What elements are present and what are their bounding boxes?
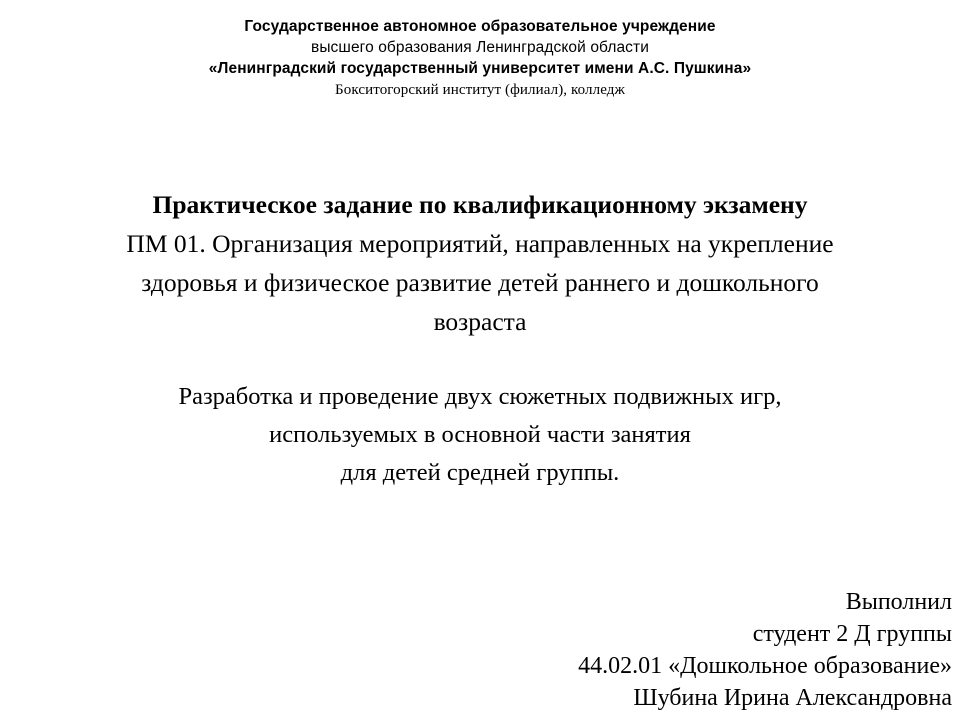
institution-line-1: Государственное автономное образовательное учреждение	[244, 18, 716, 35]
institution-line-4: Бокситогорский институт (филиал), колледж	[335, 82, 625, 98]
author-info	[332, 586, 952, 714]
task-description	[30, 378, 930, 492]
task-line-1: Разработка и проведение двух сюжетных подвижных игр,	[178, 383, 782, 410]
title-line-3: здоровья и физическое развитие детей раннего и дошкольного	[141, 268, 819, 297]
author-line-3: 44.02.01 «Дошкольное образование»	[578, 653, 952, 679]
page-title	[30, 186, 930, 341]
institution-line-2: высшего образования Ленинградской области	[310, 39, 649, 56]
author-line-2: студент 2 Д группы	[752, 621, 952, 647]
institution-line-3: «Ленинградский государственный университет имени А.С. Пушкина»	[208, 60, 752, 77]
title-line-2: ПМ 01. Организация мероприятий, направленных на укрепление	[126, 229, 834, 258]
task-line-3: для детей средней группы.	[340, 459, 620, 486]
author-line-1: Выполнил	[845, 589, 952, 615]
author-line-4: Шубина Ирина Александровна	[633, 685, 952, 711]
title-line-4: возраста	[433, 307, 527, 336]
task-line-2: используемых в основной части занятия	[269, 421, 691, 448]
title-line-1: Практическое задание по квалификационному экзамену	[152, 190, 808, 219]
institution-header	[0, 16, 960, 101]
